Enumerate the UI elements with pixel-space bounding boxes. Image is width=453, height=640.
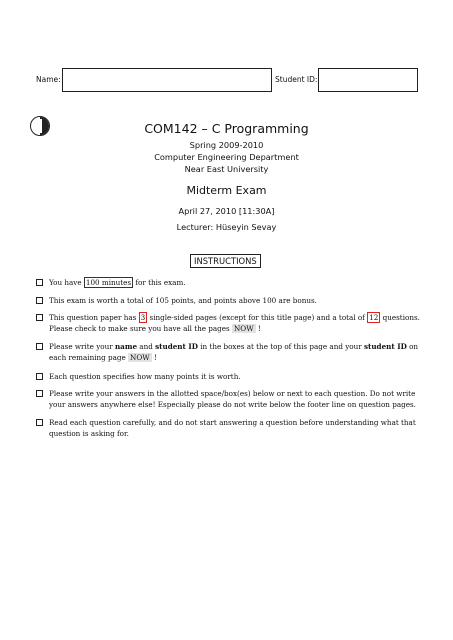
instruction-item-4: Please write your name and student ID in the boxes at the top of this page and your student ID on each remaining page NOW ! [36,342,432,363]
instruction-item-7: Read each question carefully, and do not start answering a question before understanding what that question is asking for. [36,418,432,439]
instruction-item-5: Each question specifies how many points it is worth. [36,372,432,383]
instructions-heading: INSTRUCTIONS [190,254,261,268]
checkbox[interactable] [36,314,43,321]
exam-name: Midterm Exam [186,184,267,197]
student-id-field[interactable] [318,68,418,92]
student-id-label: Student ID: [275,75,318,84]
name-label: Name: [36,75,61,84]
checkbox[interactable] [36,297,43,304]
instruction-item-2: This exam is worth a total of 105 points, and points above 100 are bonus. [36,296,432,307]
name-field[interactable] [62,68,272,92]
instruction-item-1: You have 100 minutes for this exam. [36,278,432,289]
instruction-item-3: This question paper has 3 single-sided pages (except for this title page) and a total of 12 questions. Please check to make sure you have all the pages NOW ! [36,313,432,334]
course-term: Spring 2009-2010 [189,140,264,150]
question-count-box: 12 [369,313,379,322]
exam-date: April 27, 2010 [11:30A] [178,206,275,216]
exam-lecturer: Lecturer: Hüseyin Sevay [176,222,277,232]
checkbox[interactable] [36,279,43,286]
now-highlight: NOW [234,323,254,333]
course-university: Near East University [184,164,269,174]
checkbox[interactable] [36,419,43,426]
checkbox[interactable] [36,343,43,350]
page-count-box: 3 [140,313,146,322]
course-title: COM142 – C Programming [144,121,309,136]
checkbox[interactable] [36,390,43,397]
course-department: Computer Engineering Department [154,152,299,162]
instruction-item-6: Please write your answers in the allotted space/box(es) below or next to each question. Do not write your answers anywhere else! Especially please do not write below the footer line on question pages. [36,389,432,410]
now-highlight: NOW [130,352,150,362]
checkbox[interactable] [36,373,43,380]
duration-box: 100 minutes [85,278,132,287]
